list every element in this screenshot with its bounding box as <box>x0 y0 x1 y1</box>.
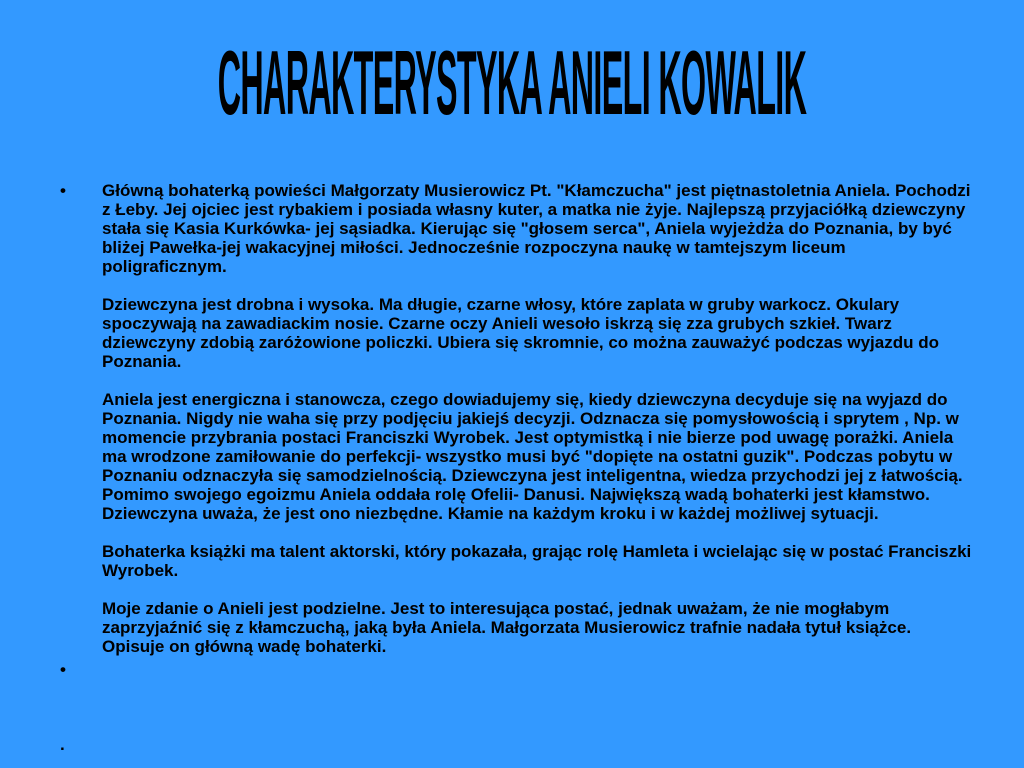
paragraph-character: Aniela jest energiczna i stanowcza, czego dowiadujemy się, kiedy dziewczyna decyduje się na wyjazd do Poznania. Nigdy nie waha się przy podjęciu jakiejś decyzji. Odznacza się pomysłowością i sprytem , Np. w momencie przybrania postaci Franciszki Wyrobek. Jest optymistką i nie bierze pod uwagę porażki. Aniela ma wrodzone zamiłowanie do perfekcji- wszystko musi być "dopięte na ostatni guzik". Podczas pobytu w Poznaniu odznaczyła się samodzielnością. Dziewczyna jest inteligentna, wiedza przychodzi jej z łatwością. Pomimo swojego egoizmu Aniela oddała rolę Ofelii- Danusi. Największą wadą bohaterki jest kłamstwo. Dziewczyna uważa, że jest ono niezbędne. Kłamie na każdym kroku i w każdej możliwej sytuacji. <box>102 390 963 523</box>
bullet-item <box>60 181 972 656</box>
bullet-icon: • <box>60 660 66 679</box>
bullet-item-empty <box>60 660 972 688</box>
bullet-icon: • <box>60 181 66 200</box>
paragraph-appearance: Dziewczyna jest drobna i wysoka. Ma długie, czarne włosy, które zaplata w gruby warkocz. Okulary spoczywają na zawadiackim nosie. Czarne oczy Anieli wesoło iskrzą się zza grubych szkieł. Twarz dziewczyny zdobią zaróżowione policzki. Ubiera się skromnie, co można zauważyć podczas wyjazdu do Poznania. <box>102 295 939 371</box>
trailing-dot: . <box>60 735 65 754</box>
paragraph-opinion: Moje zdanie o Anieli jest podzielne. Jest to interesująca postać, jednak uważam, że nie mogłabym zaprzyjaźnić się z kłamczuchą, jaką była Aniela. Małgorzata Musierowicz trafnie nadała tytuł książce. Opisuje on główną wadę bohaterki. <box>102 599 912 656</box>
paragraph-intro: Główną bohaterką powieści Małgorzaty Musierowicz Pt. "Kłamczucha" jest piętnastoletnia Aniela. Pochodzi z Łeby. Jej ojciec jest rybakiem i posiada własny kuter, a matka nie żyje. Najlepszą przyjaciółką dziewczyny stała się Kasia Kurkówka- jej sąsiadka. Kierując się "głosem serca", Aniela wyjeżdża do Poznania, by być bliżej Pawełka-jej wakacyjnej miłości. Jednocześnie rozpoczyna naukę w tamtejszym liceum poligraficznym. <box>102 181 971 276</box>
paragraph-talent: Bohaterka książki ma talent aktorski, który pokazała, grając rolę Hamleta i wcielając się w postać Franciszki Wyrobek. <box>102 542 972 580</box>
slide-content <box>60 181 972 688</box>
slide-title: CHARAKTERYSTYKA ANIELI KOWALIK <box>217 33 807 135</box>
